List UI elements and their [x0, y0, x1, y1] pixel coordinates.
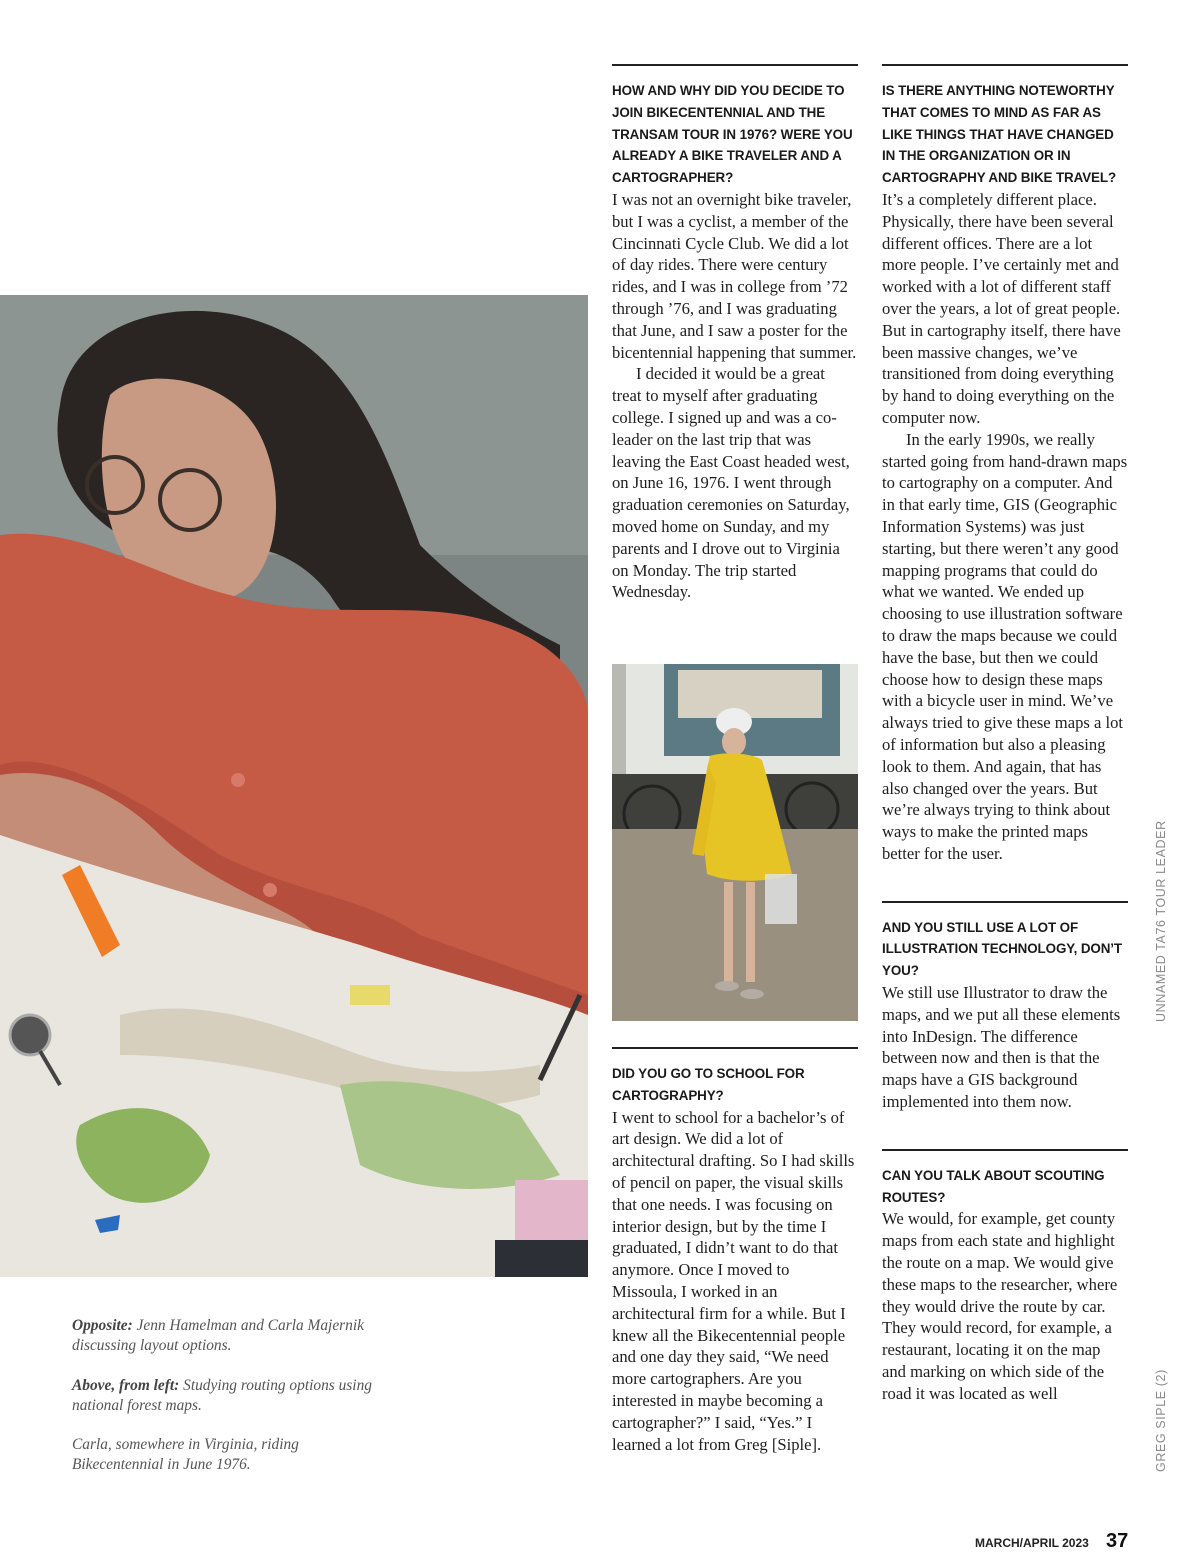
caption-text: Studying routing options using national forest maps. — [72, 1377, 372, 1414]
issue-date: MARCH/APRIL 2023 — [975, 1536, 1089, 1550]
answer-paragraph: I decided it would be a great treat to myself after graduating college. I signed up and was a co-leader on the last trip that was leaving the East Coast headed west, on June 16, 1976. I went through graduation ceremonies on Saturday, moved home on Sunday, and my parents and I drove out to Virginia on Monday. The trip started Wednesday. — [612, 364, 850, 602]
question-heading: AND YOU STILL USE A LOT OF ILLUSTRATION TECHNOLOGY, DON’T YOU? — [882, 919, 1123, 979]
photo-credit: UNNAMED TA76 TOUR LEADER — [1154, 820, 1168, 1022]
answer-paragraph: We would, for example, get county maps from each state and highlight the route on a map. We would give these maps to the researcher, where they would drive the route by car. They would record, for example, a restaurant, locating it on the map and marking on which side of the road it was located as well — [882, 1209, 1118, 1403]
caption-text: Jenn Hamelman and Carla Majernik discussing layout options. — [72, 1317, 364, 1354]
question-heading: CAN YOU TALK ABOUT SCOUTING ROUTES? — [882, 1167, 1105, 1205]
section-rule — [612, 1047, 858, 1049]
photo-caption — [72, 1316, 372, 1356]
question-heading: IS THERE ANYTHING NOTEWORTHY THAT COMES TO MIND AS FAR AS LIKE THINGS THAT HAVE CHANGED IN THE ORGANIZATION OR IN CARTOGRAPHY AND BIKE TRAVEL? — [882, 83, 1117, 186]
section-rule — [612, 64, 858, 66]
answer-paragraph: It’s a completely different place. Physically, there have been several different offices. There are a lot more people. I’ve certainly met and worked with a lot of different staff over the years, a lot of great people. But in cartography itself, there have been massive changes, we’ve transitioned from doing everything by hand to doing everything on the computer now. — [882, 189, 1121, 427]
caption-text: Carla, somewhere in Virginia, riding Bikecentennial in June 1976. — [72, 1436, 299, 1473]
article-column-1 — [612, 64, 858, 603]
question-heading: DID YOU GO TO SCHOOL FOR CARTOGRAPHY? — [612, 1066, 805, 1103]
caption-label: Above, from left: — [72, 1377, 180, 1394]
photo-rider-in-yellow-raincoat — [612, 664, 858, 1021]
photo-woman-studying-map — [0, 295, 588, 1277]
question-heading: HOW AND WHY DID YOU DECIDE TO JOIN BIKECENTENNIAL AND THE TRANSAM TOUR IN 1976? WERE YOU ALREADY A BIKE TRAVELER AND A CARTOGRAPHER? — [612, 83, 853, 186]
photo-caption — [72, 1435, 372, 1475]
article-column-1-lower — [612, 1047, 858, 1455]
page-number: 37 — [1106, 1530, 1129, 1552]
caption-label: Opposite: — [72, 1317, 133, 1334]
answer-paragraph: I went to school for a bachelor’s of art design. We did a lot of architectural drafting. So I had skills of pencil on paper, the visual skills that one needs. I was focusing on interior design, but by the time I graduated, I didn’t want to do that anymore. Once I moved to Missoula, I worked in an architectural firm for a while. But I knew all the Bikecentennial people and one day they said, “We need more cartographers. Are you interested in maybe becoming a cartographer?” I said, “Yes.” I learned a lot from Greg [Siple]. — [612, 1107, 855, 1454]
answer-paragraph: We still use Illustrator to draw the maps, and we put all these elements into InDesign. The difference between now and then is that the maps have a GIS background implemented into them now. — [882, 983, 1121, 1112]
section-rule — [882, 64, 1128, 66]
article-column-2 — [882, 64, 1128, 1405]
section-rule — [882, 1149, 1128, 1151]
photo-credit: GREG SIPLE (2) — [1154, 1369, 1168, 1472]
answer-paragraph: I was not an overnight bike traveler, but I was a cyclist, a member of the Cincinnati Cycle Club. We did a lot of day rides. There were century rides, and I was in college from ’72 through ’76, and I was graduating that June, and I saw a poster for the bicentennial happening that summer. — [612, 189, 857, 362]
section-rule — [882, 901, 1128, 903]
answer-paragraph: In the early 1990s, we really started going from hand-drawn maps to cartography on a computer. And in that early time, GIS (Geographic Information Systems) was just starting, but there weren’t any good mapping programs that could do what we wanted. We ended up choosing to use illustration software to draw the maps because we could have the base, but then we could choose how to design these maps with a bicycle user in mind. We’ve always tried to give these maps a lot of information but also a pleasing look to them. And again, that has also changed over the years. But we’re always trying to think about ways to make the printed maps better for the user. — [882, 429, 1128, 863]
photo-caption — [72, 1376, 372, 1416]
